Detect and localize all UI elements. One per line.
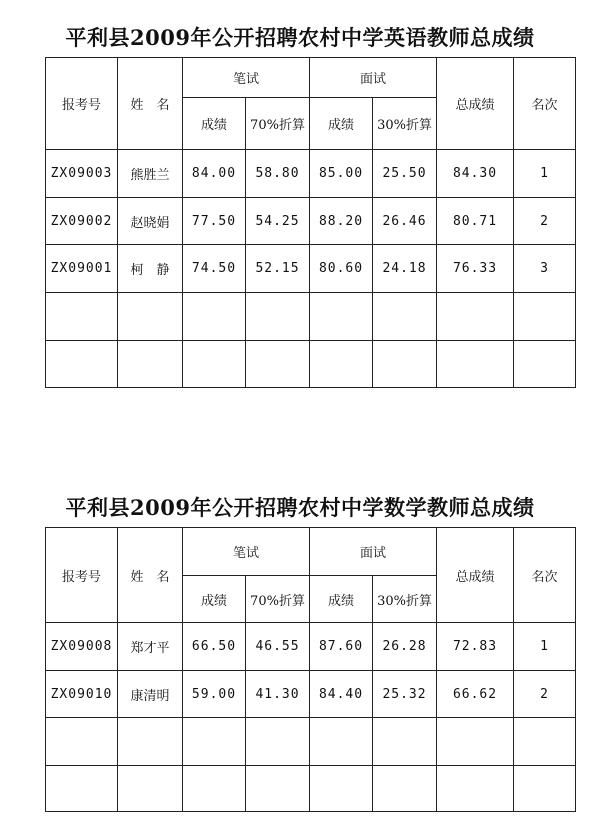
cell-interview: 84.40	[310, 671, 373, 718]
header-rank: 名次	[514, 528, 576, 623]
cell-interview-pct: 25.32	[373, 671, 437, 718]
cell-total: 80.71	[437, 198, 514, 245]
cell-interview-pct: 26.46	[373, 198, 437, 245]
cell-name: 柯 静	[118, 245, 183, 293]
cell-name: 赵晓娟	[118, 198, 183, 245]
cell-total: 84.30	[437, 150, 514, 198]
header-interview-pct: 30%折算	[373, 576, 437, 623]
cell-rank: 2	[514, 671, 576, 718]
cell-total: 66.62	[437, 671, 514, 718]
cell-written-pct: 46.55	[246, 623, 310, 671]
cell-id: ZX09001	[46, 245, 118, 293]
cell-written: 84.00	[183, 150, 246, 198]
table-row	[46, 671, 576, 718]
header-interview-score: 成绩	[310, 98, 373, 150]
cell-interview-pct: 24.18	[373, 245, 437, 293]
empty-row	[46, 718, 576, 766]
table-row	[46, 150, 576, 198]
cell-name: 康清明	[118, 671, 183, 718]
cell-rank: 3	[514, 245, 576, 293]
header-name: 姓 名	[118, 58, 183, 150]
cell-id: ZX09008	[46, 623, 118, 671]
header-written-score: 成绩	[183, 576, 246, 623]
table-row	[46, 245, 576, 293]
cell-rank: 1	[514, 150, 576, 198]
header-written-score: 成绩	[183, 98, 246, 150]
cell-written-pct: 52.15	[246, 245, 310, 293]
cell-written: 74.50	[183, 245, 246, 293]
table-title-math: 平利县2009年公开招聘农村中学数学教师总成绩	[65, 495, 535, 520]
header-total: 总成绩	[437, 58, 514, 150]
cell-interview: 88.20	[310, 198, 373, 245]
header-interview-pct: 30%折算	[373, 98, 437, 150]
empty-row	[46, 341, 576, 388]
header-name: 姓 名	[118, 528, 183, 623]
cell-id: ZX09002	[46, 198, 118, 245]
header-written-pct: 70%折算	[246, 98, 310, 150]
cell-written-pct: 41.30	[246, 671, 310, 718]
table-title-english: 平利县2009年公开招聘农村中学英语教师总成绩	[65, 25, 535, 50]
cell-interview: 87.60	[310, 623, 373, 671]
score-table-english	[45, 57, 576, 388]
cell-rank: 1	[514, 623, 576, 671]
header-interview: 面试	[310, 528, 437, 576]
cell-name: 熊胜兰	[118, 150, 183, 198]
cell-written: 66.50	[183, 623, 246, 671]
empty-row	[46, 293, 576, 341]
header-written: 笔试	[183, 528, 310, 576]
cell-id: ZX09010	[46, 671, 118, 718]
header-rank: 名次	[514, 58, 576, 150]
cell-interview: 80.60	[310, 245, 373, 293]
cell-id: ZX09003	[46, 150, 118, 198]
header-interview-score: 成绩	[310, 576, 373, 623]
table-row	[46, 623, 576, 671]
cell-written-pct: 54.25	[246, 198, 310, 245]
cell-interview: 85.00	[310, 150, 373, 198]
cell-total: 72.83	[437, 623, 514, 671]
header-written: 笔试	[183, 58, 310, 98]
cell-rank: 2	[514, 198, 576, 245]
empty-row	[46, 766, 576, 812]
header-written-pct: 70%折算	[246, 576, 310, 623]
cell-interview-pct: 26.28	[373, 623, 437, 671]
score-table-math	[45, 527, 576, 812]
table-row	[46, 198, 576, 245]
header-id: 报考号	[46, 528, 118, 623]
header-id: 报考号	[46, 58, 118, 150]
header-total: 总成绩	[437, 528, 514, 623]
cell-total: 76.33	[437, 245, 514, 293]
cell-written-pct: 58.80	[246, 150, 310, 198]
cell-name: 郑才平	[118, 623, 183, 671]
cell-written: 77.50	[183, 198, 246, 245]
cell-interview-pct: 25.50	[373, 150, 437, 198]
cell-written: 59.00	[183, 671, 246, 718]
header-interview: 面试	[310, 58, 437, 98]
